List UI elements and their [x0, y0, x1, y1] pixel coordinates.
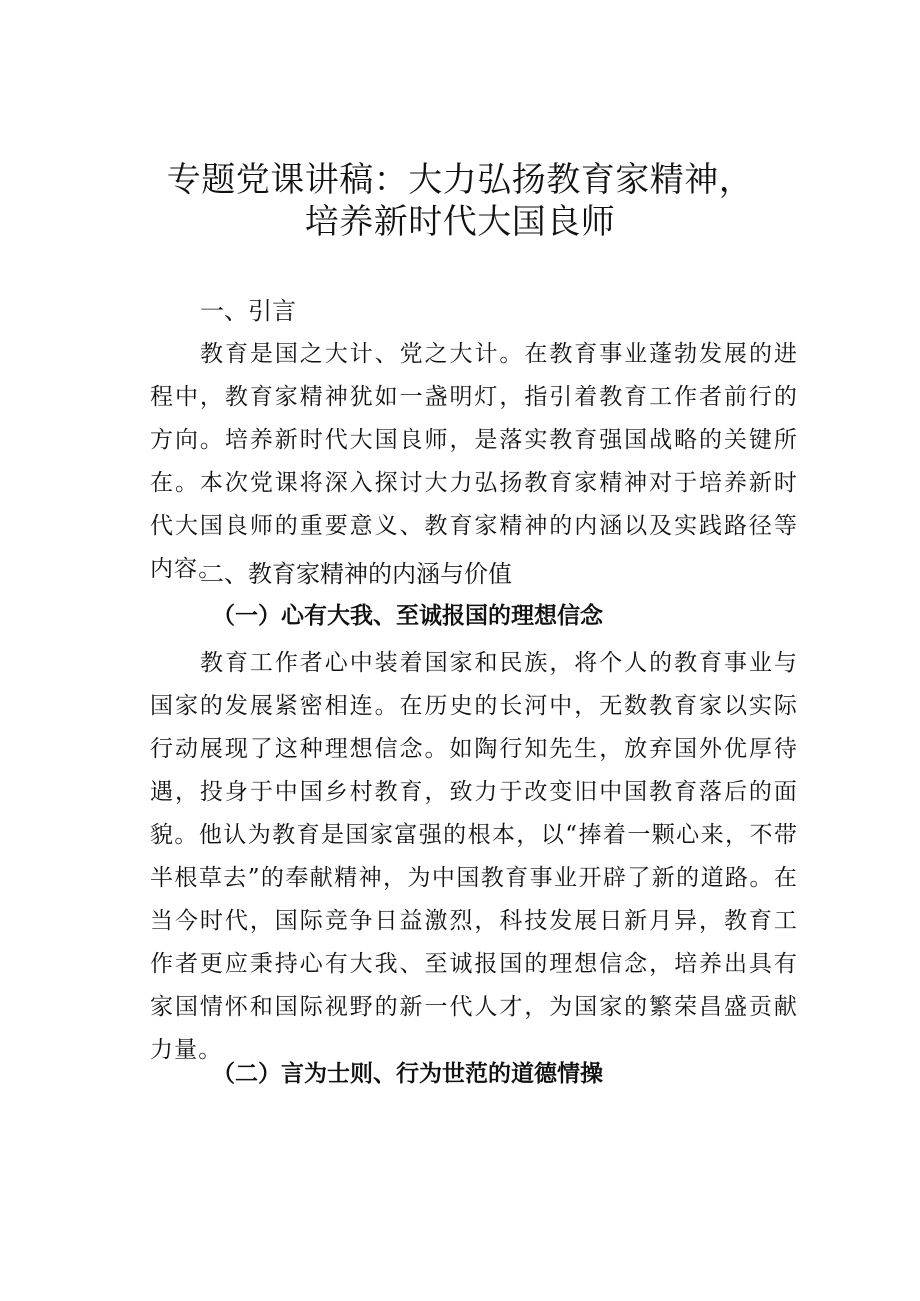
ideal-paragraph: 教育工作者心中装着国家和民族，将个人的教育事业与国家的发展紧密相连。在历史的长河中，无数教育家以实际行动展现了这种理想信念。如陶行知先生，放弃国外优厚待遇，投身于中国乡村教育，致力于改变旧中国教育落后的面貌。他认为教育是国家富强的根本，以“捧着一颗心来，不带半根草去”的奉献精神，为中国教育事业开辟了新的道路。在当今时代，国际竞争日益激烈，科技发展日新月异，教育工作者更应秉持心有大我、至诚报国的理想信念，培养出具有家国情怀和国际视野的新一代人才，为国家的繁荣昌盛贡献力量。 [150, 650, 798, 1063]
subsection-heading-ethics: （二）言为士则、行为世范的道德情操 [212, 1060, 603, 1087]
section-heading-connotation: 二、教育家精神的内涵与价值 [200, 560, 512, 588]
document-title-line1: 专题党课讲稿：大力弘扬教育家精神， [166, 160, 754, 200]
document-title-line2: 培养新时代大国良师 [304, 202, 616, 242]
subsection-heading-ideal: （一）心有大我、至诚报国的理想信念 [212, 602, 603, 629]
section-heading-introduction: 一、引言 [200, 297, 296, 325]
introduction-paragraph: 教育是国之大计、党之大计。在教育事业蓬勃发展的进程中，教育家精神犹如一盏明灯，指引着教育工作者前行的方向。培养新时代大国良师，是落实教育强国战略的关键所在。本次党课将深入探讨大力弘扬教育家精神对于培养新时代大国良师的重要意义、教育家精神的内涵以及实践路径等内容。 [150, 341, 798, 582]
